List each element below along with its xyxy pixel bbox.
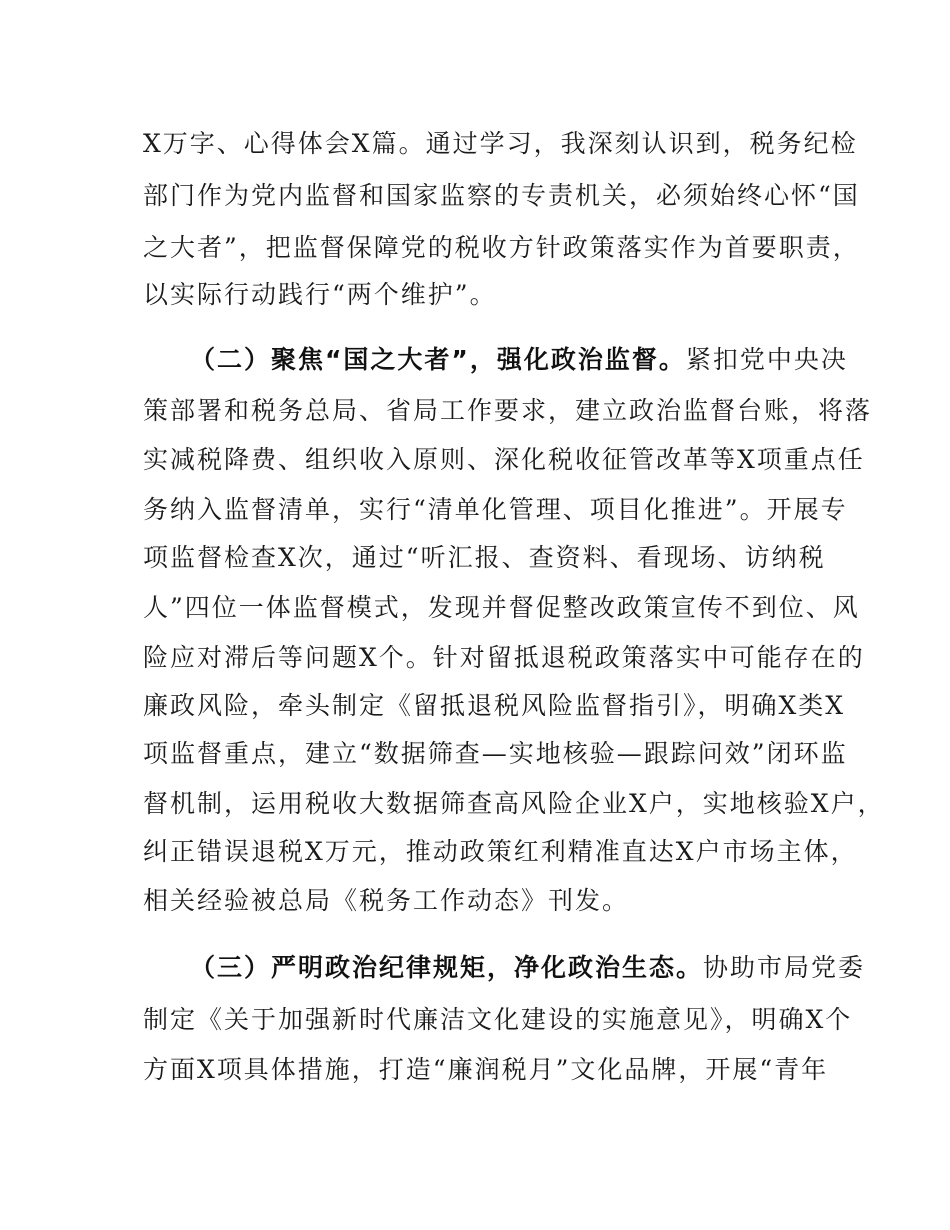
paragraph-1-line-1: X万字、心得体会X篇。通过学习，我深刻认识到，税务纪检 [143, 129, 858, 158]
paragraph-2-line-4: 务纳入监督清单，实行“清单化管理、项目化推进”。开展专 [143, 495, 848, 524]
paragraph-3-line-3: 方面X项具体措施，打造“廉润税月”文化品牌，开展“青年 [143, 1055, 829, 1084]
paragraph-2-line-2: 策部署和税务总局、省局工作要求，建立政治监督台账，将落 [143, 396, 873, 425]
paragraph-1-line-3: 之大者”，把监督保障党的税收方针政策落实作为首要职责， [143, 233, 860, 262]
paragraph-2-line-10: 督机制，运用税收大数据筛查高风险企业X户，实地核验X户， [143, 789, 885, 818]
paragraph-2-line-6: 人”四位一体监督模式，发现并督促整改政策宣传不到位、风 [143, 593, 860, 622]
paragraph-2-line-3: 实减税降费、组织收入原则、深化税收征管改革等X项重点任 [143, 445, 865, 474]
paragraph-2-line-9: 项监督重点，建立“数据筛查—实地核验—跟踪问效”闭环监 [143, 739, 848, 768]
paragraph-2-line-12: 相关经验被总局《税务工作动态》刊发。 [143, 886, 630, 915]
paragraph-2-heading: （二）聚焦“国之大者”，强化政治监督。 [190, 345, 686, 374]
paragraph-2-line-7: 险应对滞后等问题X个。针对留抵退税政策落实中可能存在的 [143, 643, 865, 672]
paragraph-3-heading: （三）严明政治纪律规矩，净化政治生态。 [190, 953, 704, 982]
paragraph-2-first-line-rest: 紧扣党中央决 [685, 345, 848, 374]
paragraph-2-line-5: 项监督检查X次，通过“听汇报、查资料、看现场、访纳税 [143, 543, 826, 572]
paragraph-1-line-4: 以实际行动践行“两个维护”。 [143, 280, 497, 309]
paragraph-2-first-line [190, 340, 848, 380]
paragraph-3-first-line [190, 948, 866, 988]
paragraph-2-line-11: 纠正错误退税X万元，推动政策红利精准直达X户市场主体， [143, 837, 858, 866]
paragraph-1-line-2: 部门作为党内监督和国家监察的专责机关，必须始终心怀“国 [143, 181, 860, 210]
paragraph-3-line-2: 制定《关于加强新时代廉洁文化建设的实施意见》，明确X个 [143, 1005, 853, 1034]
paragraph-2-line-8: 廉政风险，牵头制定《留抵退税风险监督指引》，明确X类X [143, 691, 846, 720]
paragraph-3-first-line-rest: 协助市局党委 [703, 953, 866, 982]
